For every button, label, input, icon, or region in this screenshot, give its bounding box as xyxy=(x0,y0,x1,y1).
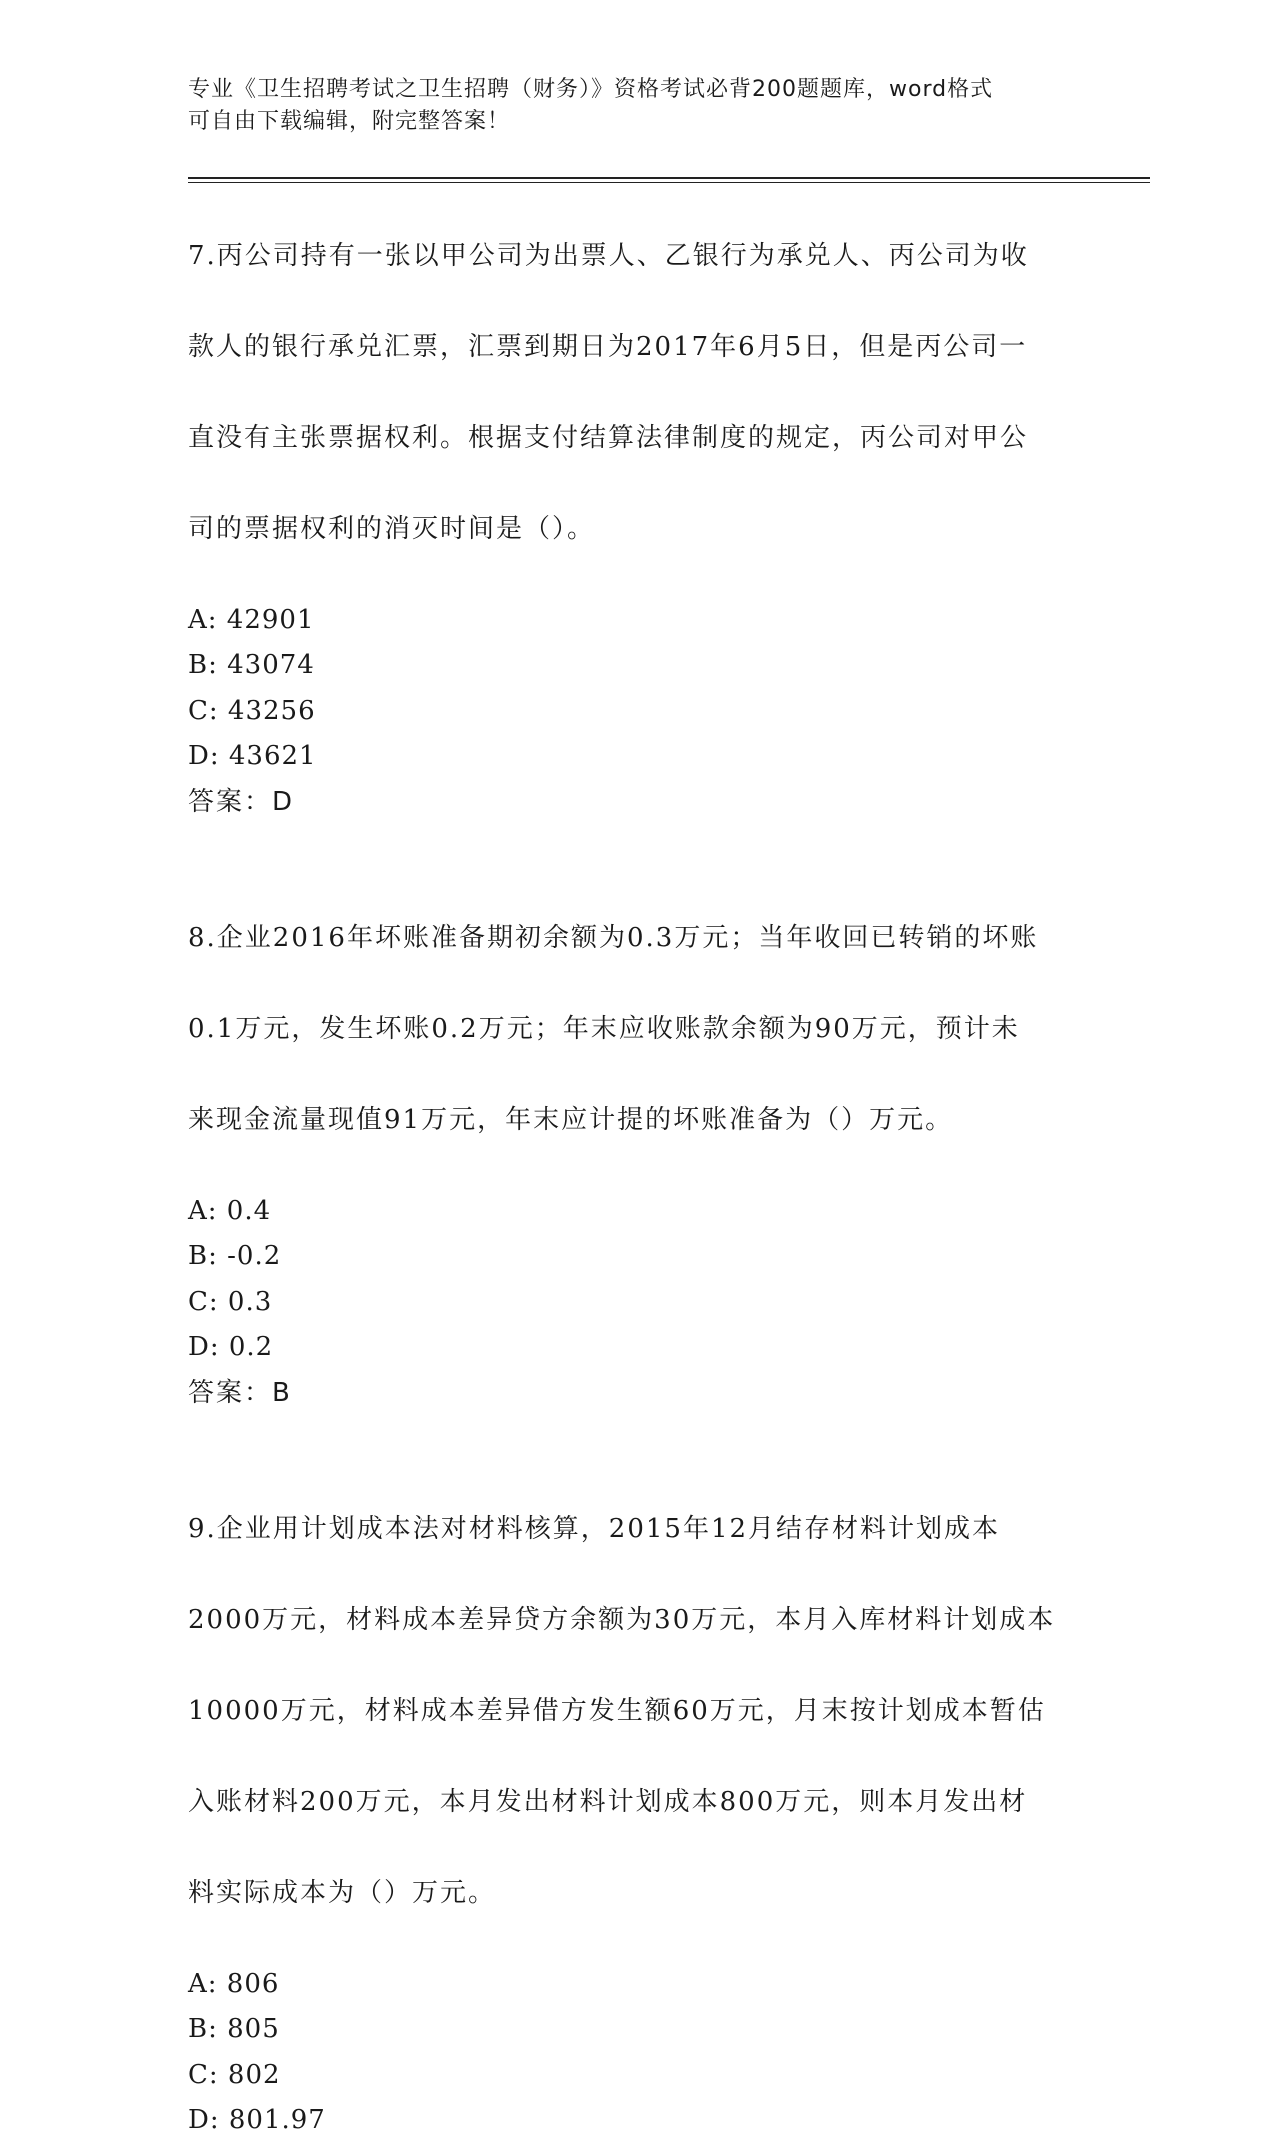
option-c: C: 802 xyxy=(188,2059,281,2090)
question-list xyxy=(188,188,1088,2144)
header-divider-thin xyxy=(188,182,1150,183)
stem-line: 直没有主张票据权利。根据支付结算法律制度的规定，丙公司对甲公 xyxy=(188,422,1029,453)
option-b: B: 805 xyxy=(188,2014,280,2044)
option-b: B: -0.2 xyxy=(188,1241,282,1271)
option-a: A: 42901 xyxy=(188,604,315,635)
answer-line: 答案：D xyxy=(188,786,295,817)
option-d: D: 801.97 xyxy=(188,2105,326,2135)
stem-line: 10000万元，材料成本差异借方发生额60万元，月末按计划成本暂估 xyxy=(188,1695,1046,1726)
stem-line: 2000万元，材料成本差异贷方余额为30万元，本月入库材料计划成本 xyxy=(188,1604,1056,1635)
header-divider-thick xyxy=(188,177,1150,179)
stem-line: 8.企业2016年坏账准备期初余额为0.3万元；当年收回已转销的坏账 xyxy=(188,922,1039,953)
question-stem xyxy=(188,1461,1088,1962)
stem-line: 0.1万元，发生坏账0.2万元；年末应收账款余额为90万元，预计未 xyxy=(188,1013,1020,1044)
option-a: A: 806 xyxy=(188,1968,280,1999)
document-header xyxy=(188,74,1088,138)
question-stem xyxy=(188,870,1088,1189)
question-spacer xyxy=(188,1416,1088,1461)
option-d: D: 0.2 xyxy=(188,1332,274,1362)
stem-line: 料实际成本为（）万元。 xyxy=(188,1877,497,1908)
option-c: C: 43256 xyxy=(188,695,316,726)
option-c: C: 0.3 xyxy=(188,1286,273,1317)
header-line-2: 可自由下载编辑，附完整答案！ xyxy=(188,109,511,134)
stem-line: 入账材料200万元，本月发出材料计划成本800万元，则本月发出材 xyxy=(188,1786,1028,1817)
answer-line: 答案：B xyxy=(188,1377,292,1408)
question-7 xyxy=(188,188,1088,825)
stem-line: 款人的银行承兑汇票，汇票到期日为2017年6月5日，但是丙公司一 xyxy=(188,331,1028,362)
option-b: B: 43074 xyxy=(188,650,315,680)
option-d: D: 43621 xyxy=(188,741,317,771)
stem-line: 司的票据权利的消灭时间是（）。 xyxy=(188,513,596,544)
stem-line: 来现金流量现值91万元，年末应计提的坏账准备为（）万元。 xyxy=(188,1104,954,1135)
header-line-1: 专业《卫生招聘考试之卫生招聘（财务）》资格考试必背200题题库，word格式 xyxy=(188,77,994,102)
question-spacer xyxy=(188,825,1088,870)
stem-line: 7.丙公司持有一张以甲公司为出票人、乙银行为承兑人、丙公司为收 xyxy=(188,240,1029,271)
question-9 xyxy=(188,1461,1088,2144)
question-stem xyxy=(188,188,1088,598)
stem-line: 9.企业用计划成本法对材料核算，2015年12月结存材料计划成本 xyxy=(188,1513,1001,1544)
question-8 xyxy=(188,870,1088,1416)
option-a: A: 0.4 xyxy=(188,1195,272,1226)
